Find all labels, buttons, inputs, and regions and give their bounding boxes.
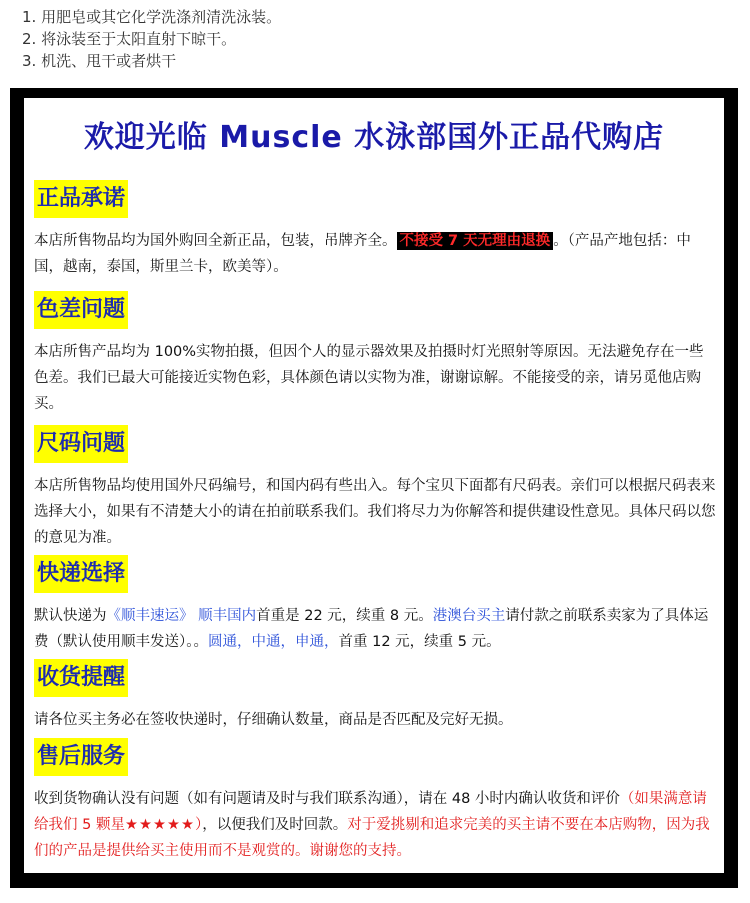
section-heading: 正品承诺 xyxy=(34,180,128,218)
body-text: 首重是 22 元，续重 8 元。 xyxy=(256,608,433,624)
store-notice-board xyxy=(10,88,738,888)
rating-request-end: ） xyxy=(194,817,203,833)
body-text: 首重 12 元，续重 5 元。 xyxy=(338,634,501,650)
courier-sf: 《顺丰速运》 顺丰国内 xyxy=(106,608,257,624)
section-shipping xyxy=(34,555,716,655)
body-text: 本店所售物品均为国外购回全新正品，包装，吊牌齐全。 xyxy=(34,233,397,249)
section-body xyxy=(34,786,716,864)
hk-mo-tw-note: 港澳台买主 xyxy=(432,608,506,624)
section-body: 本店所售物品均使用国外尺码编号，和国内码有些出入。每个宝贝下面都有尺码表。亲们可以根据尺码表来选择大小，如果有不清楚大小的请在拍前联系我们。我们将尽力为你解答和提供建设性意见。具体尺码以您的意见为准。 xyxy=(34,478,716,546)
section-body: 请各位买主务必在签收快递时，仔细确认数量，商品是否匹配及完好无损。 xyxy=(34,712,513,728)
section-receipt xyxy=(34,659,716,733)
section-color xyxy=(34,291,716,417)
star-rating-icon: ★★★★★ xyxy=(124,817,195,833)
body-text: 请付款之前联系卖家为了具体运费（默认使用顺丰发送）。。 xyxy=(34,608,709,650)
body-text: ，以便我们及时回款。 xyxy=(202,817,348,833)
section-size xyxy=(34,425,716,551)
courier-others: 圆通，中通，申通， xyxy=(208,634,339,650)
care-item: 3. 机洗、甩干或者烘干 xyxy=(22,52,177,70)
care-item: 2. 将泳装至于太阳直射下晾干。 xyxy=(22,30,237,48)
section-body xyxy=(34,603,716,655)
section-aftersale xyxy=(34,738,716,864)
section-heading: 尺码问题 xyxy=(34,425,128,463)
store-title: 欢迎光临 Muscle 水泳部国外正品代购店 xyxy=(83,120,665,155)
section-body xyxy=(34,228,716,280)
section-body: 本店所售产品均为 100%实物拍摄，但因个人的显示器效果及拍摄时灯光照射等原因。无法避免存在一些色差。我们已最大可能接近实物色彩，具体颜色请以实物为准，谢谢谅解。不能接受的亲，请另觅他店购买。 xyxy=(34,344,704,412)
section-heading: 色差问题 xyxy=(34,291,128,329)
rating-request: （如果满意请给我们 5 颗星 xyxy=(34,791,707,833)
section-authentic xyxy=(34,180,716,280)
care-instructions xyxy=(22,6,722,72)
body-text: 默认快递为 xyxy=(34,608,107,624)
body-text: 收到货物确认没有问题（如有问题请及时与我们联系沟通），请在 48 小时内确认收货和评价 xyxy=(34,791,620,807)
care-item: 1. 用肥皂或其它化学洗涤剂清洗泳装。 xyxy=(22,8,282,26)
body-text: 。（产品产地包括：中国，越南，泰国，斯里兰卡，欧美等）。 xyxy=(34,233,691,275)
store-notice-panel xyxy=(24,98,724,873)
section-heading: 售后服务 xyxy=(34,738,128,776)
section-heading: 收货提醒 xyxy=(34,659,128,697)
no-return-warning: 不接受 7 天无理由退换 xyxy=(397,232,554,250)
picky-buyer-warning: 对于爱挑剔和追求完美的买主请不要在本店购物，因为我们的产品是提供给买主使用而不是观赏的。谢谢您的支持。 xyxy=(34,817,710,859)
section-heading: 快递选择 xyxy=(34,555,128,593)
